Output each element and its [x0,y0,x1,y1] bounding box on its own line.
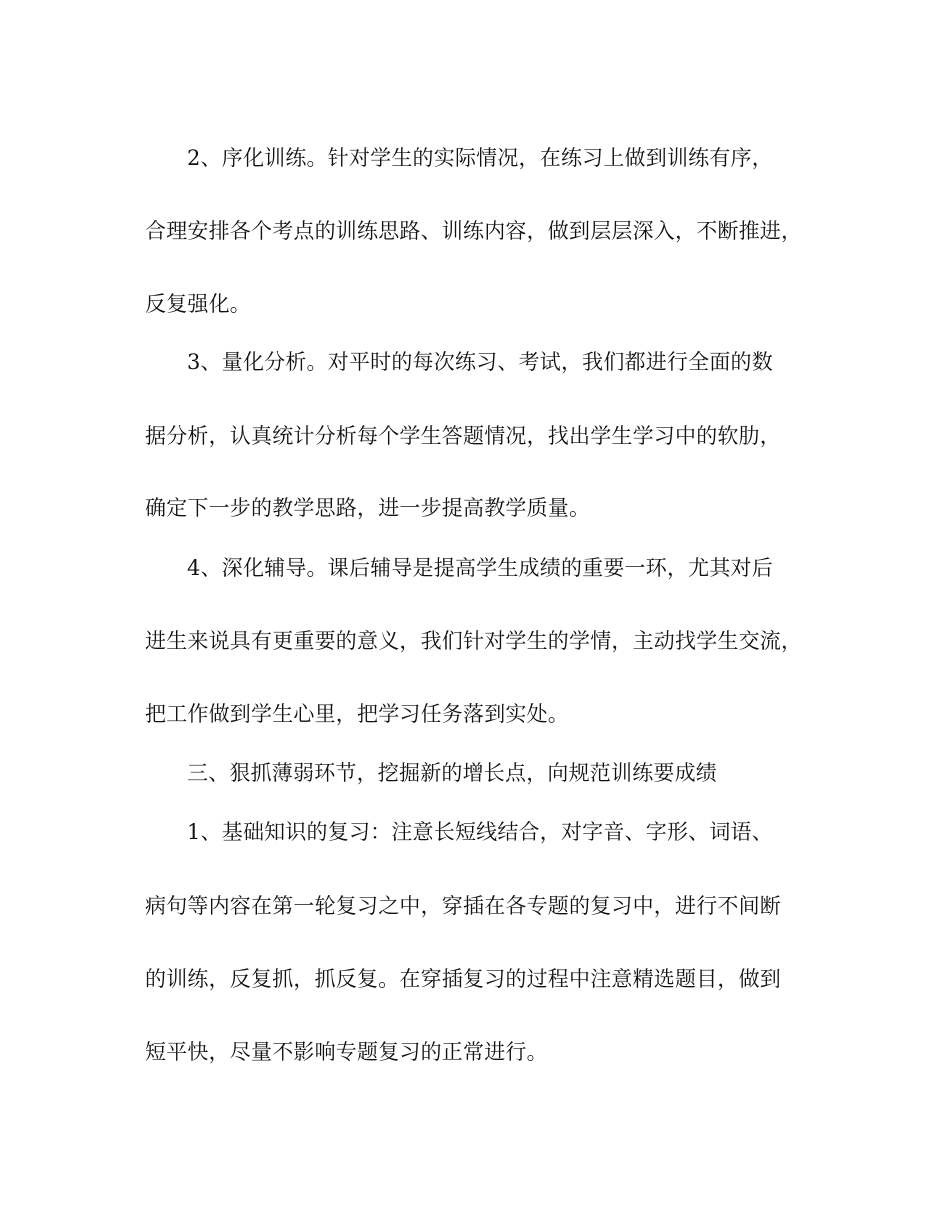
section-heading-3: 三、狠抓薄弱环节，挖掘新的增长点，向规范训练要成绩 [187,761,717,785]
subsection-1-line-4: 短平快，尽量不影响专题复习的正常进行。 [145,1040,548,1064]
paragraph-3-line-1: 3、量化分析。对平时的每次练习、考试，我们都进行全面的数 [187,350,773,374]
paragraph-3-line-2: 据分析，认真统计分析每个学生答题情况，找出学生学习中的软肋， [145,424,781,448]
paragraph-2-line-3: 反复强化。 [145,292,251,316]
paragraph-2-line-1: 2、序化训练。针对学生的实际情况，在练习上做到训练有序， [187,146,773,170]
paragraph-4-line-3: 把工作做到学生心里，把学习任务落到实处。 [145,702,569,726]
paragraph-2-line-2: 合理安排各个考点的训练思路、训练内容，做到层层深入，不断推进， [145,219,803,243]
subsection-1-line-1: 1、基础知识的复习：注意长短线结合，对字音、字形、词语、 [187,820,773,844]
paragraph-4-line-2: 进生来说具有更重要的意义，我们针对学生的学情，主动找学生交流， [145,629,803,653]
subsection-1-line-3: 的训练，反复抓，抓反复。在穿插复习的过程中注意精选题目，做到 [145,967,781,991]
subsection-1-line-2: 病句等内容在第一轮复习之中，穿插在各专题的复习中，进行不间断 [145,894,781,918]
paragraph-3-line-3: 确定下一步的教学思路，进一步提高教学质量。 [145,496,591,520]
paragraph-4-line-1: 4、深化辅导。课后辅导是提高学生成绩的重要一环，尤其对后 [187,556,773,580]
